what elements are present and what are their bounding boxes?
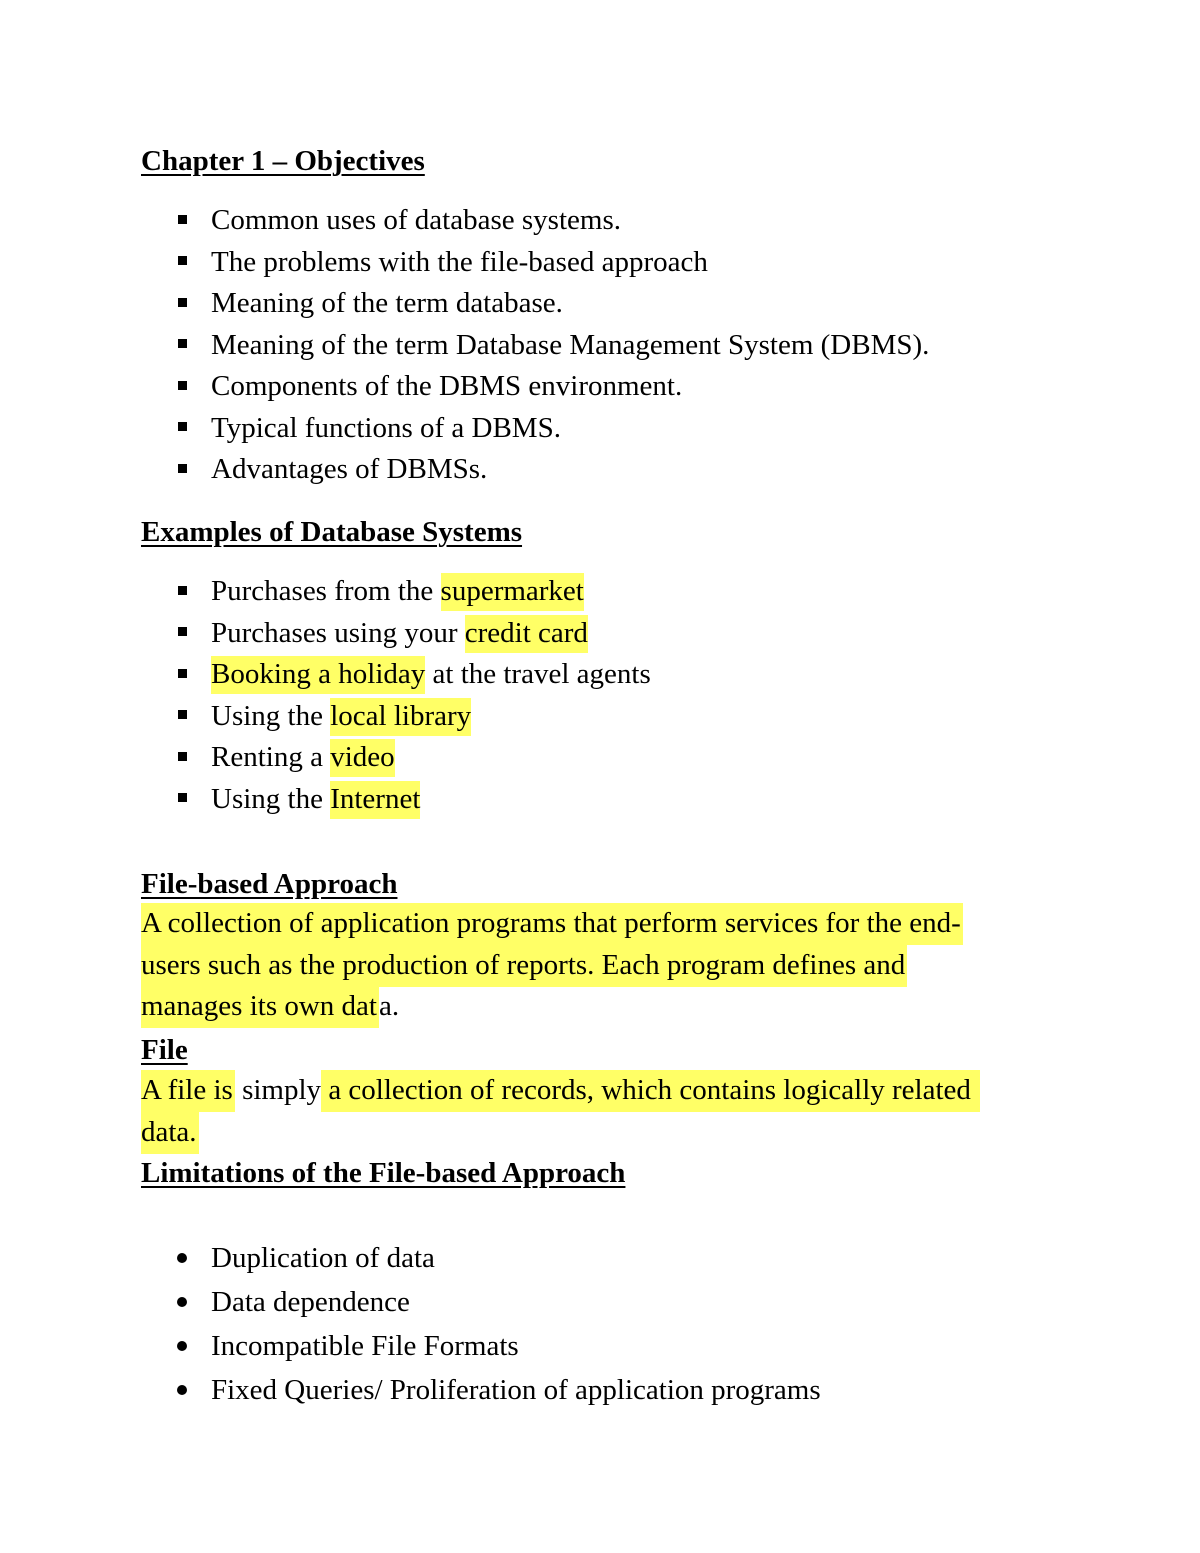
file-based-definition (141, 903, 963, 1028)
square-bullet-icon (178, 710, 187, 719)
limitations-list (141, 1236, 821, 1412)
list-item: Incompatible File Formats (141, 1324, 821, 1368)
list-item: The problems with the file-based approach (141, 242, 929, 284)
square-bullet-icon (178, 215, 187, 224)
round-bullet-icon (177, 1253, 187, 1263)
square-bullet-icon (178, 793, 187, 802)
examples-heading: Examples of Database Systems (141, 516, 523, 548)
list-item: Purchases using your credit card (141, 613, 651, 655)
paragraph-line: users such as the production of reports. Each program defines and (141, 945, 963, 987)
square-bullet-icon (178, 381, 187, 390)
highlighted-text: local library (330, 698, 471, 736)
list-item: Using the Internet (141, 779, 651, 821)
list-item: Purchases from the supermarket (141, 571, 651, 613)
square-bullet-icon (178, 298, 187, 307)
paragraph-line: data. (141, 1112, 980, 1154)
round-bullet-icon (177, 1385, 187, 1395)
paragraph-line: A collection of application programs that perform services for the end- (141, 903, 963, 945)
objectives-list (141, 200, 929, 491)
round-bullet-icon (177, 1341, 187, 1351)
list-item: Booking a holiday at the travel agents (141, 654, 651, 696)
highlighted-text: Internet (330, 781, 420, 819)
square-bullet-icon (178, 586, 187, 595)
list-item: Fixed Queries/ Proliferation of application programs (141, 1368, 821, 1412)
square-bullet-icon (178, 256, 187, 265)
list-item: Meaning of the term Database Management System (DBMS). (141, 325, 929, 367)
list-item: Typical functions of a DBMS. (141, 408, 929, 450)
list-item: Advantages of DBMSs. (141, 449, 929, 491)
highlighted-text: video (330, 739, 394, 777)
file-based-heading: File-based Approach (141, 868, 398, 900)
examples-list (141, 571, 651, 820)
highlighted-text: credit card (465, 615, 588, 653)
square-bullet-icon (178, 339, 187, 348)
square-bullet-icon (178, 752, 187, 761)
square-bullet-icon (178, 464, 187, 473)
list-item: Data dependence (141, 1280, 821, 1324)
paragraph-line: A file is simply a collection of records, which contains logically related (141, 1070, 980, 1112)
file-definition (141, 1070, 980, 1153)
paragraph-line: manages its own data. (141, 986, 963, 1028)
round-bullet-icon (177, 1297, 187, 1307)
highlighted-text: supermarket (441, 573, 584, 611)
list-item: Components of the DBMS environment. (141, 366, 929, 408)
list-item: Meaning of the term database. (141, 283, 929, 325)
objectives-heading: Chapter 1 – Objectives (141, 145, 425, 177)
square-bullet-icon (178, 627, 187, 636)
list-item: Renting a video (141, 737, 651, 779)
square-bullet-icon (178, 669, 187, 678)
square-bullet-icon (178, 422, 187, 431)
file-heading: File (141, 1034, 188, 1066)
highlighted-text: Booking a holiday (211, 656, 425, 694)
list-item: Using the local library (141, 696, 651, 738)
limitations-heading: Limitations of the File-based Approach (141, 1157, 626, 1189)
list-item: Common uses of database systems. (141, 200, 929, 242)
list-item: Duplication of data (141, 1236, 821, 1280)
